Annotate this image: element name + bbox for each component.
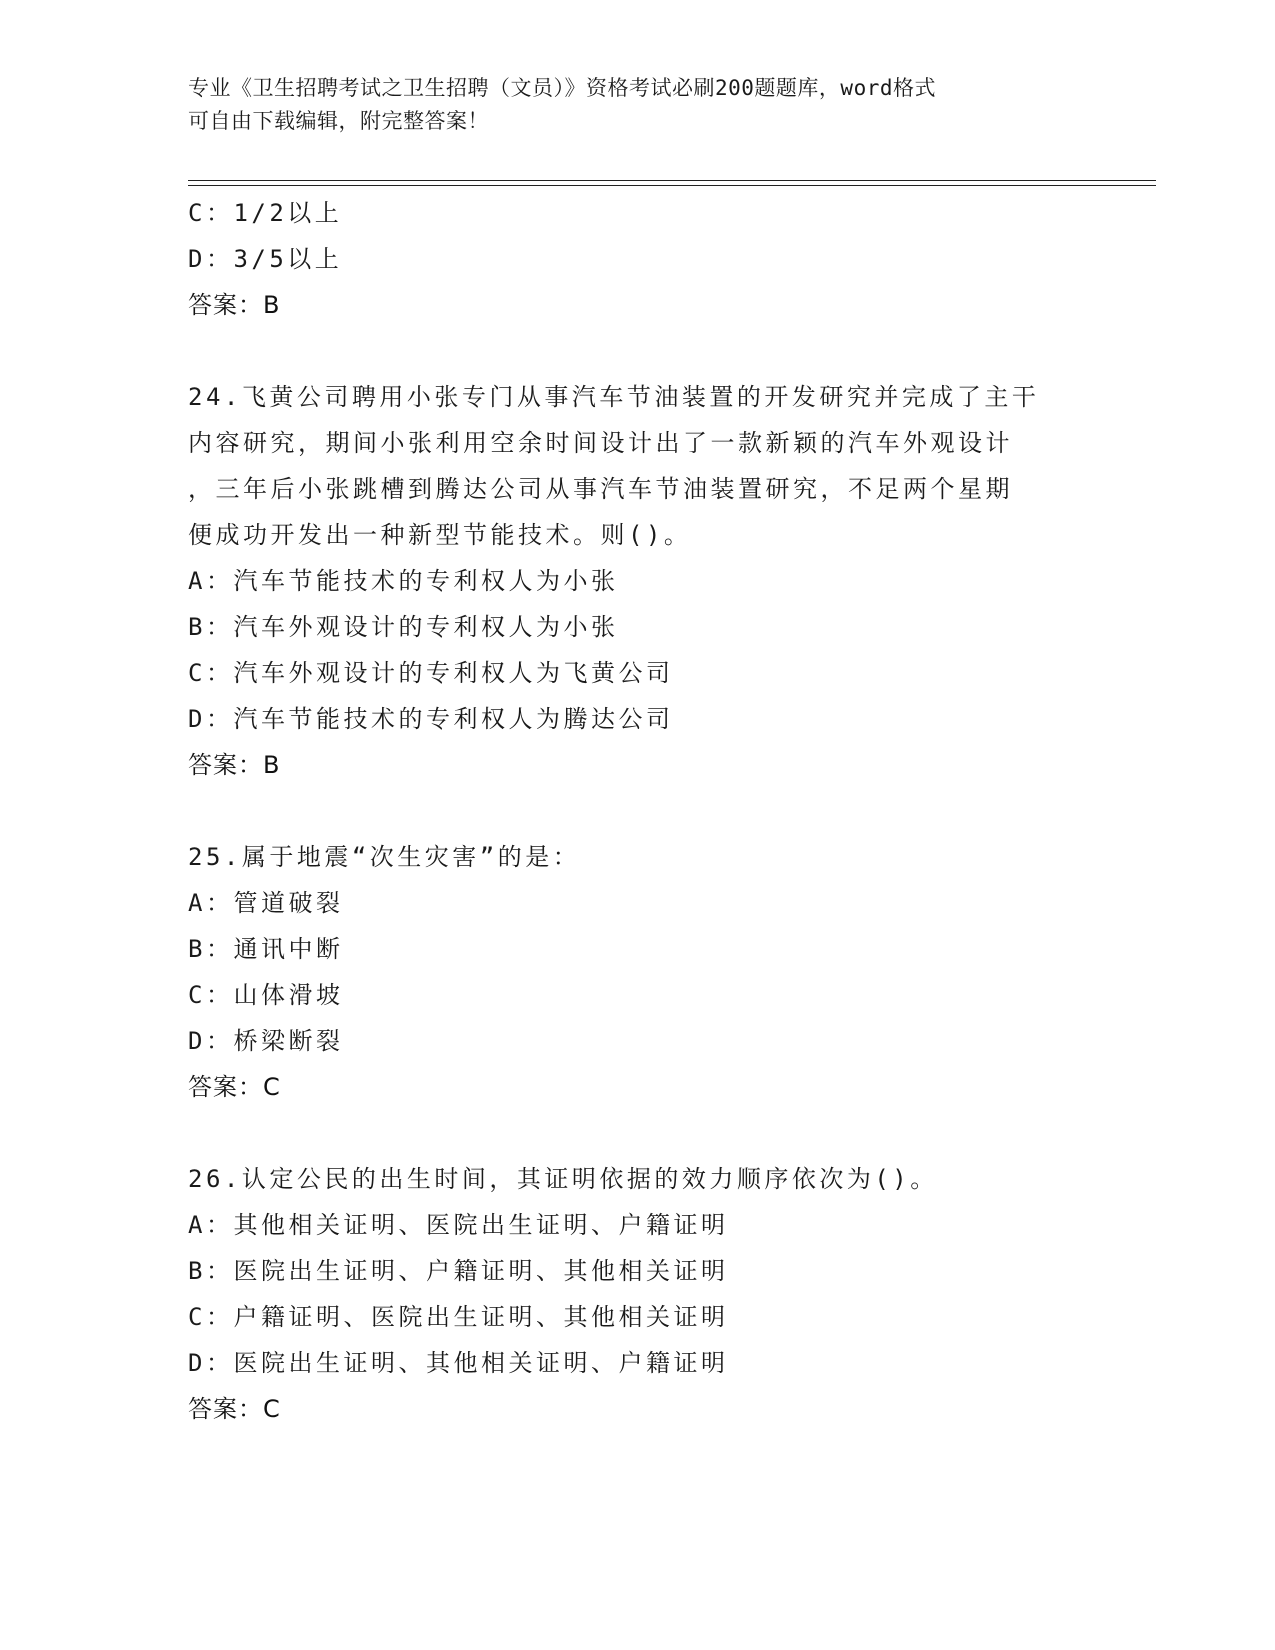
option-b: B：通讯中断 [188,935,344,963]
header-divider-bottom [188,185,1156,186]
option-d: D：医院出生证明、其他相关证明、户籍证明 [188,1349,729,1377]
answer-line: 答案：B [188,751,281,779]
question-24 [188,374,1088,788]
question-stem-line: 26.认定公民的出生时间，其证明依据的效力顺序依次为()。 [188,1165,938,1193]
question-26 [188,1156,1088,1432]
question-stem-line: 内容研究，期间小张利用空余时间设计出了一款新颖的汽车外观设计 [188,429,1013,457]
option-c: C：户籍证明、医院出生证明、其他相关证明 [188,1303,729,1331]
question-stem-line: ，三年后小张跳槽到腾达公司从事汽车节油装置研究，不足两个星期 [188,475,1013,503]
option-c: C：1/2以上 [188,199,343,227]
option-d: D：3/5以上 [188,245,343,273]
option-c: C：山体滑坡 [188,981,344,1009]
answer-line: 答案：C [188,1073,281,1101]
option-c: C：汽车外观设计的专利权人为飞黄公司 [188,659,674,687]
header-divider-top [188,180,1156,181]
answer-line: 答案：C [188,1395,281,1423]
header-line-1: 专业《卫生招聘考试之卫生招聘（文员）》资格考试必刷200题题库，word格式 [188,76,936,100]
option-b: B：医院出生证明、户籍证明、其他相关证明 [188,1257,729,1285]
question-fragment [188,190,1088,328]
question-25 [188,834,1088,1110]
option-a: A：其他相关证明、医院出生证明、户籍证明 [188,1211,729,1239]
document-body [188,190,1088,1432]
spacer [188,328,1088,374]
document-header [188,72,1088,138]
question-stem-line: 25.属于地震“次生灾害”的是： [188,843,581,871]
question-stem-line: 便成功开发出一种新型节能技术。则()。 [188,521,692,549]
answer-line: 答案：B [188,291,281,319]
option-a: A：管道破裂 [188,889,344,917]
option-d: D：桥梁断裂 [188,1027,344,1055]
option-d: D：汽车节能技术的专利权人为腾达公司 [188,705,674,733]
question-stem-line: 24.飞黄公司聘用小张专门从事汽车节油装置的开发研究并完成了主干 [188,383,1040,411]
spacer [188,1110,1088,1156]
header-line-2: 可自由下载编辑，附完整答案！ [188,109,489,133]
option-a: A：汽车节能技术的专利权人为小张 [188,567,619,595]
option-b: B：汽车外观设计的专利权人为小张 [188,613,619,641]
spacer [188,788,1088,834]
